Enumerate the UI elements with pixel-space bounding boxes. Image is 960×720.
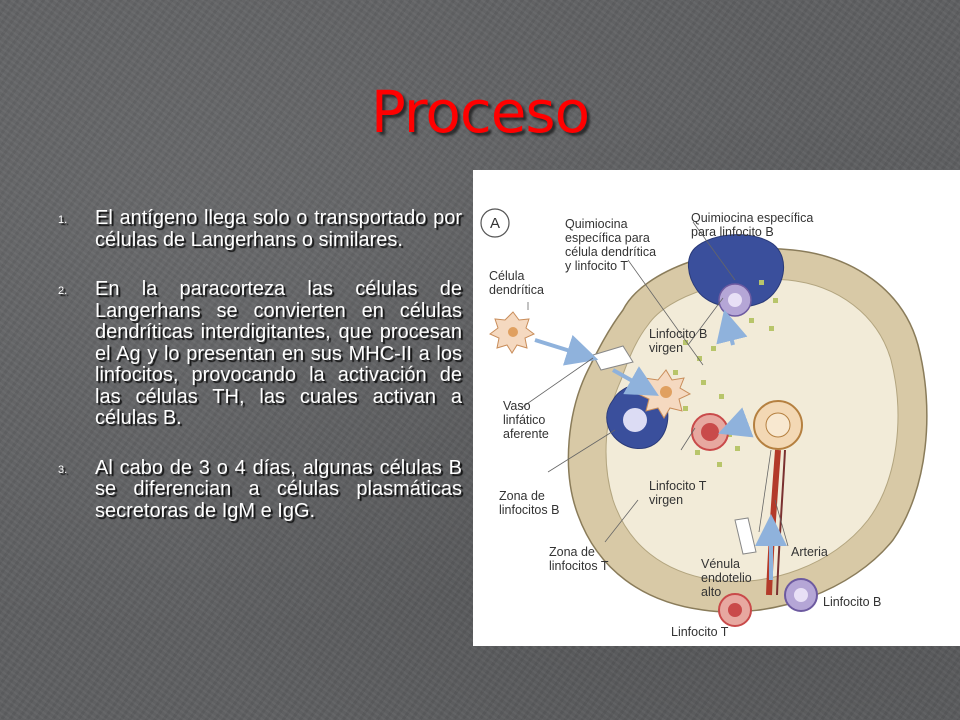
hev-lumen [766, 413, 790, 437]
label-linfocito-b-virgen-1: Linfocito B [649, 327, 708, 341]
label-vaso-1: Vaso [503, 399, 531, 413]
label-quimiocina-dc-t-2: específica para [565, 231, 650, 245]
label-vaso-2: linfático [503, 413, 546, 427]
label-quimiocina-dc-t-3: célula dendrítica [565, 245, 657, 259]
label-quimiocina-dc-t-4: y linfocito T [565, 259, 628, 273]
dendritic-cell-outside [490, 312, 534, 353]
b-cell-nucleus [728, 293, 742, 307]
list-item [58, 458, 462, 523]
label-linfocito-t-virgen-1: Linfocito T [649, 479, 707, 493]
b-cell-follicle-center [623, 408, 647, 432]
t-cell-nucleus [701, 423, 719, 441]
list-item-text: El antígeno llega solo o transportado por células de Langerhans o similares. [95, 207, 462, 251]
label-celula-dendritica-1: Célula [489, 269, 525, 283]
incoming-t-cell-nucleus [728, 603, 742, 617]
list-item [58, 208, 462, 251]
list-item-number: 1. [58, 214, 68, 226]
label-zona-b-2: linfocitos B [499, 503, 560, 517]
process-steps-list [58, 208, 462, 522]
list-item-text: En la paracorteza las células de Langerhans se convierten en células dendríticas interdigitantes, que procesan el Ag y lo presentan en sus MHC-II a los linfocitos, provocando la activación de las células TH, las cuales activan a células B. [95, 278, 462, 429]
label-linfocito-b-virgen-2: virgen [649, 341, 684, 355]
label-arteria: Arteria [791, 545, 828, 559]
label-zona-b-1: Zona de [499, 489, 545, 503]
list-item-text: Al cabo de 3 o 4 días, algunas células B se diferencian a células plasmáticas secretoras de IgM e IgG. [95, 456, 462, 522]
incoming-b-cell-nucleus [794, 588, 808, 602]
label-celula-dendritica-2: dendrítica [489, 283, 544, 297]
label-quimiocina-b-2: para linfocito B [691, 225, 774, 239]
label-linfocito-t-virgen-2: virgen [649, 493, 684, 507]
list-item-number: 3. [58, 463, 68, 476]
label-zona-t-1: Zona de [549, 545, 595, 559]
label-venula-3: alto [701, 585, 722, 599]
slide-title: Proceso [370, 78, 590, 146]
label-venula-1: Vénula [701, 557, 740, 571]
label-venula-2: endotelio [701, 571, 752, 585]
label-vaso-3: aferente [503, 427, 549, 441]
panel-letter: A [489, 215, 501, 232]
list-item [58, 279, 462, 430]
label-linfocito-b: Linfocito B [823, 595, 882, 609]
label-quimiocina-b-1: Quimiocina específica [691, 211, 814, 225]
label-linfocito-t: Linfocito T [671, 625, 729, 639]
label-zona-t-2: linfocitos T [549, 559, 609, 573]
lymph-node-diagram [473, 170, 960, 646]
list-item-number: 2. [58, 285, 68, 297]
label-quimiocina-dc-t-1: Quimiocina [565, 217, 628, 231]
